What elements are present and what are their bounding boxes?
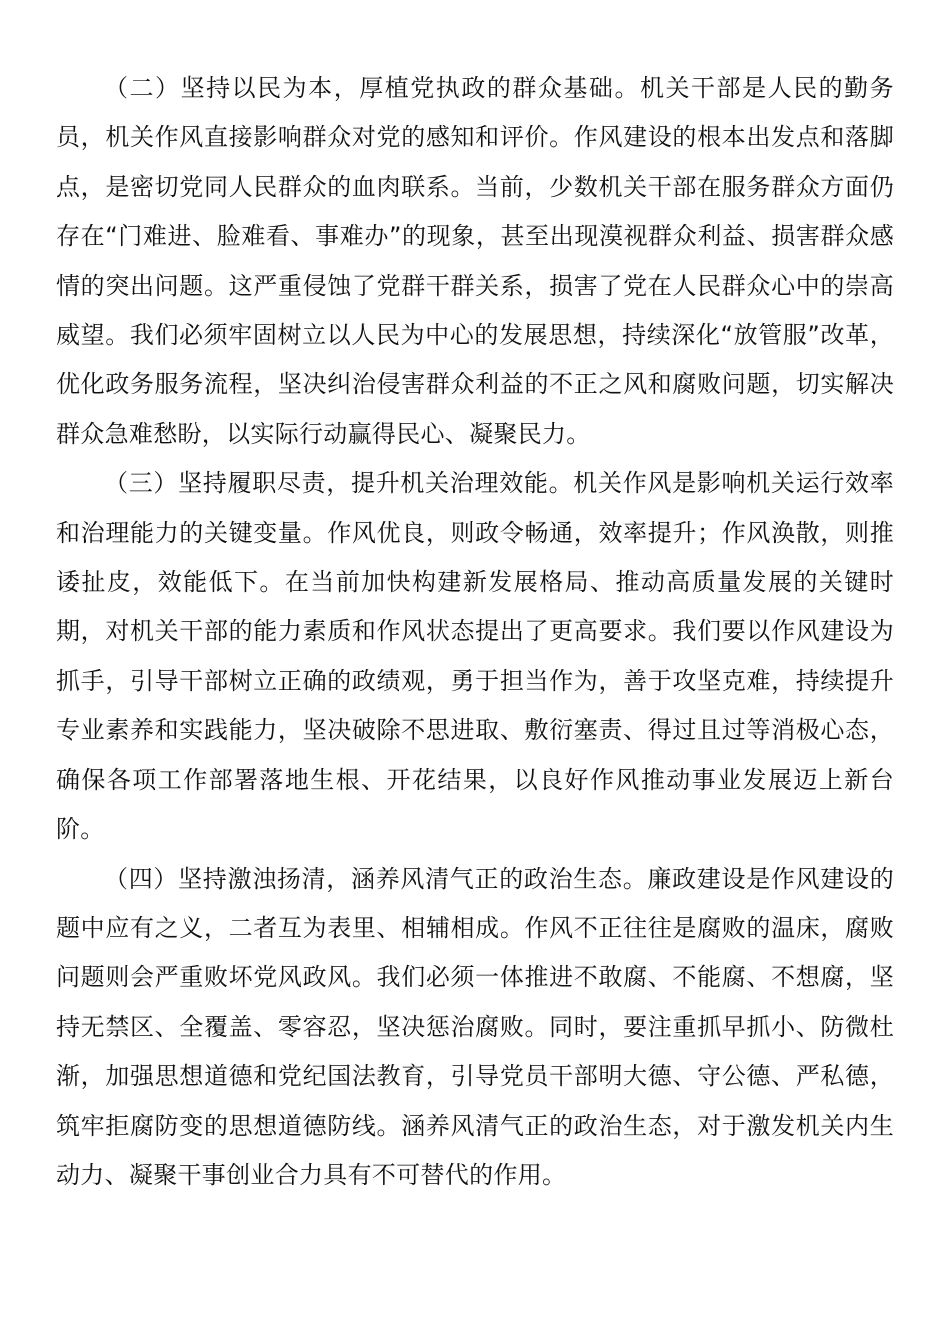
paragraph-section-3: （三）坚持履职尽责，提升机关治理效能。机关作风是影响机关运行效率和治理能力的关键变量。作风优良，则政令畅通，效率提升；作风涣散，则推诿扯皮，效能低下。在当前加快构建新发展格局、推动高质量发展的关键时期，对机关干部的能力素质和作风状态提出了更高要求。我们要以作风建设为抓手，引导干部树立正确的政绩观，勇于担当作为，善于攻坚克难，持续提升专业素养和实践能力，坚决破除不思进取、敷衍塞责、得过且过等消极心态，确保各项工作部署落地生根、开花结果，以良好作风推动事业发展迈上新台阶。 bbox=[56, 469, 894, 844]
paragraph-section-4: （四）坚持激浊扬清，涵养风清气正的政治生态。廉政建设是作风建设的题中应有之义，二者互为表里、相辅相成。作风不正往往是腐败的温床，腐败问题则会严重败坏党风政风。我们必须一体推进不敢腐、不能腐、不想腐，坚持无禁区、全覆盖、零容忍，坚决惩治腐败。同时，要注重抓早抓小、防微杜渐，加强思想道德和党纪国法教育，引导党员干部明大德、守公德、严私德，筑牢拒腐防变的思想道德防线。涵养风清气正的政治生态，对于激发机关内生动力、凝聚干事创业合力具有不可替代的作用。 bbox=[56, 864, 894, 1189]
paragraph-section-2: （二）坚持以民为本，厚植党执政的群众基础。机关干部是人民的勤务员，机关作风直接影响群众对党的感知和评价。作风建设的根本出发点和落脚点，是密切党同人民群众的血肉联系。当前，少数机关干部在服务群众方面仍存在“门难进、脸难看、事难办”的现象，甚至出现漠视群众利益、损害群众感情的突出问题。这严重侵蚀了党群干群关系，损害了党在人民群众心中的崇高威望。我们必须牢固树立以人民为中心的发展思想，持续深化“放管服”改革，优化政务服务流程，坚决纠治侵害群众利益的不正之风和腐败问题，切实解决群众急难愁盼，以实际行动赢得民心、凝聚民力。 bbox=[56, 74, 894, 448]
document-body bbox=[56, 64, 894, 1200]
